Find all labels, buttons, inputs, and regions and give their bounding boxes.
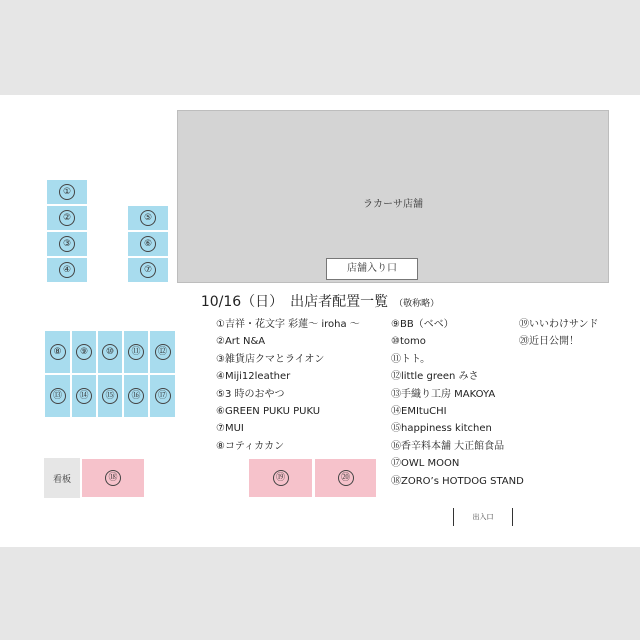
booth-number: ⑤ xyxy=(140,210,156,226)
booth-12 xyxy=(149,330,176,374)
booth-number: ⑰ xyxy=(155,388,171,404)
booth-number: ③ xyxy=(59,236,75,252)
list-item: ⑯香辛料本舗 大正館食品 xyxy=(391,440,505,452)
store-entrance: 店舗入り口 xyxy=(326,258,418,280)
booth-number: ⑨ xyxy=(76,344,92,360)
booth-number: ① xyxy=(59,184,75,200)
list-item: ⑱ZORO’s HOTDOG STAND xyxy=(391,475,524,487)
booth-number: ⑫ xyxy=(155,344,171,360)
booth-number: ⑳ xyxy=(338,470,354,486)
booth-13 xyxy=(44,374,71,418)
booth-19 xyxy=(248,458,313,498)
list-item: ①吉祥・花文字 彩蓮～ iroha ～ xyxy=(216,319,360,330)
list-item: ⑦MUI xyxy=(216,423,244,435)
exit-label: 出入口 xyxy=(472,513,494,521)
booth-number: ⑲ xyxy=(273,470,289,486)
list-item: ③雑貨店クマとライオン xyxy=(216,353,325,365)
list-item: ⑫little green みさ xyxy=(391,371,479,383)
vendor-list-2 xyxy=(391,316,524,490)
list-item: ⑧コティカカン xyxy=(216,440,285,452)
booth-3 xyxy=(46,231,88,257)
booth-number: ⑦ xyxy=(140,262,156,278)
booth-6 xyxy=(127,231,169,257)
booth-number: ⑱ xyxy=(105,470,121,486)
booth-number: ⑮ xyxy=(102,388,118,404)
booth-8 xyxy=(44,330,71,374)
list-item: ②Art N&A xyxy=(216,336,266,348)
booth-1 xyxy=(46,179,88,205)
booth-number: ⑬ xyxy=(50,388,66,404)
booth-number: ⑩ xyxy=(102,344,118,360)
booth-18 xyxy=(81,458,145,498)
booth-7 xyxy=(127,257,169,283)
vendor-list-3 xyxy=(519,316,599,351)
list-item: ⑪トト。 xyxy=(391,353,431,365)
title-main: 10/16（日） 出店者配置一覧 xyxy=(200,294,389,310)
booth-number: ⑧ xyxy=(50,344,66,360)
signboard: 看板 xyxy=(44,458,80,498)
booth-10 xyxy=(97,330,123,374)
booth-14 xyxy=(71,374,97,418)
list-item: ⑭EMItuCHI xyxy=(391,405,447,417)
booth-number: ④ xyxy=(59,262,75,278)
booth-number: ⑥ xyxy=(140,236,156,252)
title-sub: （敬称略） xyxy=(394,299,440,309)
booth-9 xyxy=(71,330,97,374)
booth-number: ② xyxy=(59,210,75,226)
list-item: ⑰OWL MOON xyxy=(391,458,460,470)
booth-17 xyxy=(149,374,176,418)
booth-4 xyxy=(46,257,88,283)
list-item: ⑲いいわけサンド xyxy=(519,319,599,330)
list-item: ⑥GREEN PUKU PUKU xyxy=(216,405,321,417)
booth-number: ⑭ xyxy=(76,388,92,404)
booth-number: ⑪ xyxy=(128,344,144,360)
booth-5 xyxy=(127,205,169,231)
list-item: ⑬手織り工房 MAKOYA xyxy=(391,388,496,400)
vendor-list-1 xyxy=(216,316,360,455)
booth-20 xyxy=(314,458,377,498)
booth-number: ⑯ xyxy=(128,388,144,404)
list-item: ⑤3 時のおやつ xyxy=(216,388,285,400)
list-item: ⑨BB（ベベ） xyxy=(391,319,454,330)
list-item: ④Miji12leather xyxy=(216,371,291,383)
booth-11 xyxy=(123,330,149,374)
booth-15 xyxy=(97,374,123,418)
store-label: ラカーサ店舗 xyxy=(363,199,423,210)
venue-exit xyxy=(453,508,513,526)
page-title xyxy=(0,291,640,311)
list-item: ⑮happiness kitchen xyxy=(391,423,492,435)
booth-16 xyxy=(123,374,149,418)
list-item: ⑩tomo xyxy=(391,336,426,348)
booth-2 xyxy=(46,205,88,231)
list-item: ⑳近日公開！ xyxy=(519,336,579,348)
